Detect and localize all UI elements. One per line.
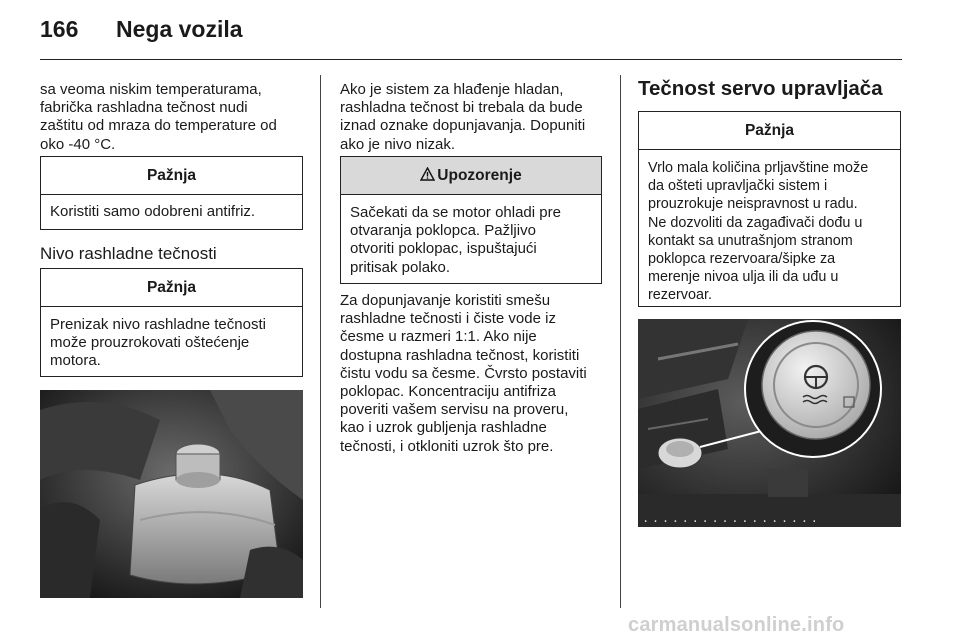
- power-steering-heading: Tečnost servo upravljača: [638, 77, 883, 100]
- coolant-reservoir-illustration: [40, 390, 303, 598]
- watermark-text: carmanualsonline.info: [628, 614, 845, 636]
- notice-title: Pažnja: [639, 112, 900, 150]
- column-divider-1: [320, 75, 321, 608]
- coolant-reservoir-photo: [40, 390, 303, 598]
- notice-box-antifreeze: [40, 156, 303, 230]
- power-steering-reservoir-photo: [638, 319, 901, 527]
- col2-intro-text: Ako je sistem za hlađenje hladan, rashladna tečnost bi trebala da bude iznad oznake dopunjavanja. Dopuniti ako je nivo nizak.: [340, 81, 586, 153]
- warning-text: Sačekati da se motor ohladi pre otvaranja poklopca. Pažljivo otvoriti poklopac, ispuštajući pritisak polako.: [350, 204, 561, 276]
- header-divider: [40, 59, 902, 60]
- notice-box-power-steering: [638, 111, 901, 307]
- notice-title: Pažnja: [41, 157, 302, 195]
- column-divider-2: [620, 75, 621, 608]
- notice-title: Pažnja: [41, 269, 302, 307]
- coolant-level-heading: Nivo rashladne tečnosti: [40, 244, 217, 263]
- page-number: 166: [40, 16, 79, 42]
- notice-text: Koristiti samo odobreni antifriz.: [50, 203, 256, 220]
- warning-triangle-icon: [420, 158, 435, 172]
- warning-box: [340, 156, 602, 284]
- notice-text: Prenizak nivo rashladne tečnosti može prouzrokovati oštećenje motora.: [50, 316, 266, 370]
- power-steering-illustration: [638, 319, 901, 527]
- notice-text: Vrlo mala količina prljavštine može da ošteti upravljački sistem i prouzrokuje neispravnost u radu. Ne dozvoliti da zagađivači dođu u kontakt sa unutrašnjom stranom poklopca rezervoara/šipke za merenje nivoa ulja ili da uđu u rezervoar.: [648, 160, 869, 304]
- warning-title-bar: [341, 157, 601, 195]
- svg-text:ꓸ ꓸ ꓸ ꓸ ꓸ ꓸ ꓸ ꓸ ꓸ ꓸ ꓸ ꓸ ꓸ ꓸ ꓸ: ꓸ ꓸ ꓸ ꓸ ꓸ ꓸ ꓸ ꓸ ꓸ ꓸ ꓸ ꓸ ꓸ ꓸ ꓸ ꓸ ꓸ ꓸ: [644, 512, 816, 525]
- col1-intro-text: sa veoma niskim temperaturama, fabrička rashladna tečnost nudi zaštitu od mraza do temperature od oko -40 °C.: [40, 81, 277, 153]
- page-title: Nega vozila: [116, 16, 243, 42]
- col2-body-text: Za dopunjavanje koristiti smešu rashladne tečnosti i čiste vode iz česme u razmeri 1:1. Ako nije dostupna rashladna tečnost, koristiti čistu vodu sa česme. Čvrsto postaviti poklopac. Koncentraciju antifriza poveriti vašem servisu na proveru, kao i uzrok gubljenja rashladne tečnosti, i otkloniti uzrok što pre.: [340, 292, 587, 455]
- notice-box-coolant-level: [40, 268, 303, 377]
- warning-title: Upozorenje: [437, 167, 522, 184]
